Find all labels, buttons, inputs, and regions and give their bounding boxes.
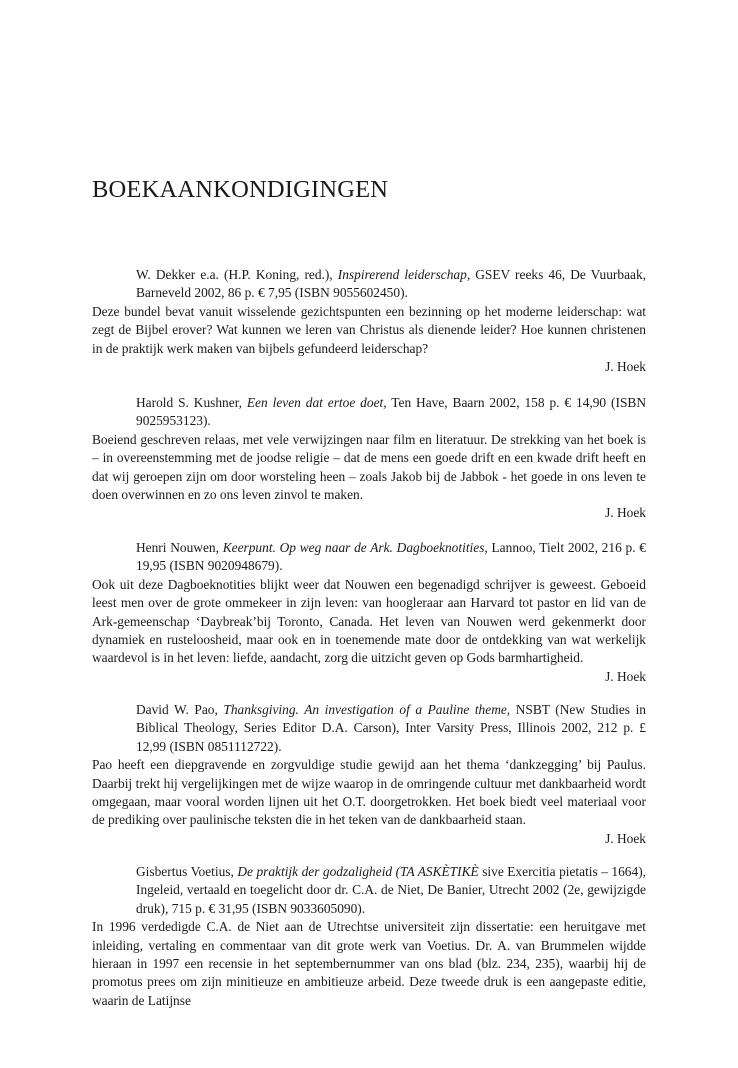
- citation-author: Gisbertus Voetius,: [136, 864, 238, 879]
- review-entry: [92, 701, 646, 848]
- review-entry: [92, 539, 646, 686]
- review-entry: [92, 394, 646, 523]
- book-title: Inspirerend leiderschap,: [337, 267, 471, 282]
- citation-author: W. Dekker e.a. (H.P. Koning, red.),: [136, 267, 338, 282]
- book-citation: [136, 863, 646, 918]
- citation-details: Lannoo, Tielt 2002, 216 p. € 19,95 (ISBN 9020948679).: [136, 540, 646, 574]
- citation-details: sive Exercitia pietatis – 1664), Ingeleid, vertaald en toegelicht door dr. C.A. de Niet, De Banier, Utrecht 2002 (2e, gewijzigde druk), 715 p. € 31,95 (ISBN 9033605090).: [136, 864, 646, 916]
- review-entry: [92, 863, 646, 1010]
- reviewer-name: J. Hoek: [605, 359, 646, 375]
- reviewer-name: J. Hoek: [605, 668, 646, 684]
- book-title: Een leven dat ertoe doet,: [246, 395, 387, 410]
- review-text: Boeiend geschreven relaas, met vele verwijzingen naar film en literatuur. De strekking van het boek is – in overeenstemming met de joodse religie – dat de mens een goede drift en een kwade drift heeft en dat wij geroepen zijn om door worsteling heen – zoals Jakob bij de Jabbok - het goede in ons leven te doen overwinnen en zo ons leven zinvol te maken.: [92, 431, 646, 503]
- page-title: BOEKAANKONDIGINGEN: [92, 176, 389, 203]
- reviewer-name: J. Hoek: [605, 830, 646, 846]
- citation-details: NSBT (New Studies in Biblical Theology, Series Editor D.A. Carson), Inter Varsity Press, Illinois 2002, 212 p. £ 12,99 (ISBN 0851112722).: [136, 702, 646, 754]
- book-citation: [136, 394, 646, 431]
- citation-author: Harold S. Kushner,: [136, 395, 247, 410]
- book-title: Thanksgiving. An investigation of a Pauline theme,: [223, 702, 511, 717]
- citation-details: Ten Have, Baarn 2002, 158 p. € 14,90 (ISBN 9025953123).: [136, 395, 646, 429]
- review-entry: [92, 266, 646, 376]
- book-title: De praktijk der godzaligheid (TA ASKÈTIKÈ: [237, 864, 479, 879]
- book-citation: [136, 266, 646, 303]
- review-text: Pao heeft een diepgravende en zorgvuldige studie gewijd aan het thema ‘dankzegging’ bij Paulus. Daarbij trekt hij vergelijkingen met de wijze waarop in de omringende cultuur met dankbaarheid wordt omgegaan, maar vooral worden lijnen uit het O.T. doorgetrokken. Het boek biedt veel materiaal voor de prediking over paulinische teksten die in het teken van de dankbaarheid staan.: [92, 757, 646, 828]
- review-text: Ook uit deze Dagboeknotities blijkt weer dat Nouwen een begenadigd schrijver is geweest. Geboeid leest men over de grote ommekeer in zijn leven: van hoogleraar aan Harvard tot pastor en lid van de Ark-gemeenschap ‘Daybreak’bij Toronto, Canada. Het leven van Nouwen werd gekenmerkt door dynamiek en rusteloosheid, maar ook en in toenemende mate door de ontdekking van wat werkelijk waardevol is in het leven: liefde, aandacht, zorg die uitzicht geven op Gods barmhartigheid.: [92, 576, 646, 666]
- review-text: In 1996 verdedigde C.A. de Niet aan de Utrechtse universiteit zijn dissertatie: een heruitgave met inleiding, vertaling en commentaar van dit grote werk van Voetius. Dr. A. van Brummelen wijdde hieraan in 1997 een recensie in het septembernummer van ons blad (blz. 234, 235), waarbij hij de promotus prees om zijn minitieuze en ambitieuze arbeid. Deze tweede druk is een aangepaste editie, waarin de Latijnse: [92, 919, 646, 1008]
- citation-author: David W. Pao,: [136, 702, 224, 717]
- citation-author: Henri Nouwen,: [136, 540, 223, 555]
- book-citation: [136, 539, 646, 576]
- review-text: Deze bundel bevat vanuit wisselende gezichtspunten een bezinning op het moderne leiderschap: wat zegt de Bijbel erover? Wat kunnen we leren van Christus als dienende leider? Hoe kunnen christenen in de praktijk werk maken van bijbels gefundeerd leiderschap?: [92, 303, 646, 356]
- book-title: Keerpunt. Op weg naar de Ark. Dagboeknotities,: [222, 540, 488, 555]
- citation-details: GSEV reeks 46, De Vuurbaak, Barneveld 2002, 86 p. € 7,95 (ISBN 9055602450).: [136, 267, 646, 301]
- reviewer-name: J. Hoek: [605, 505, 646, 521]
- book-citation: [136, 701, 646, 756]
